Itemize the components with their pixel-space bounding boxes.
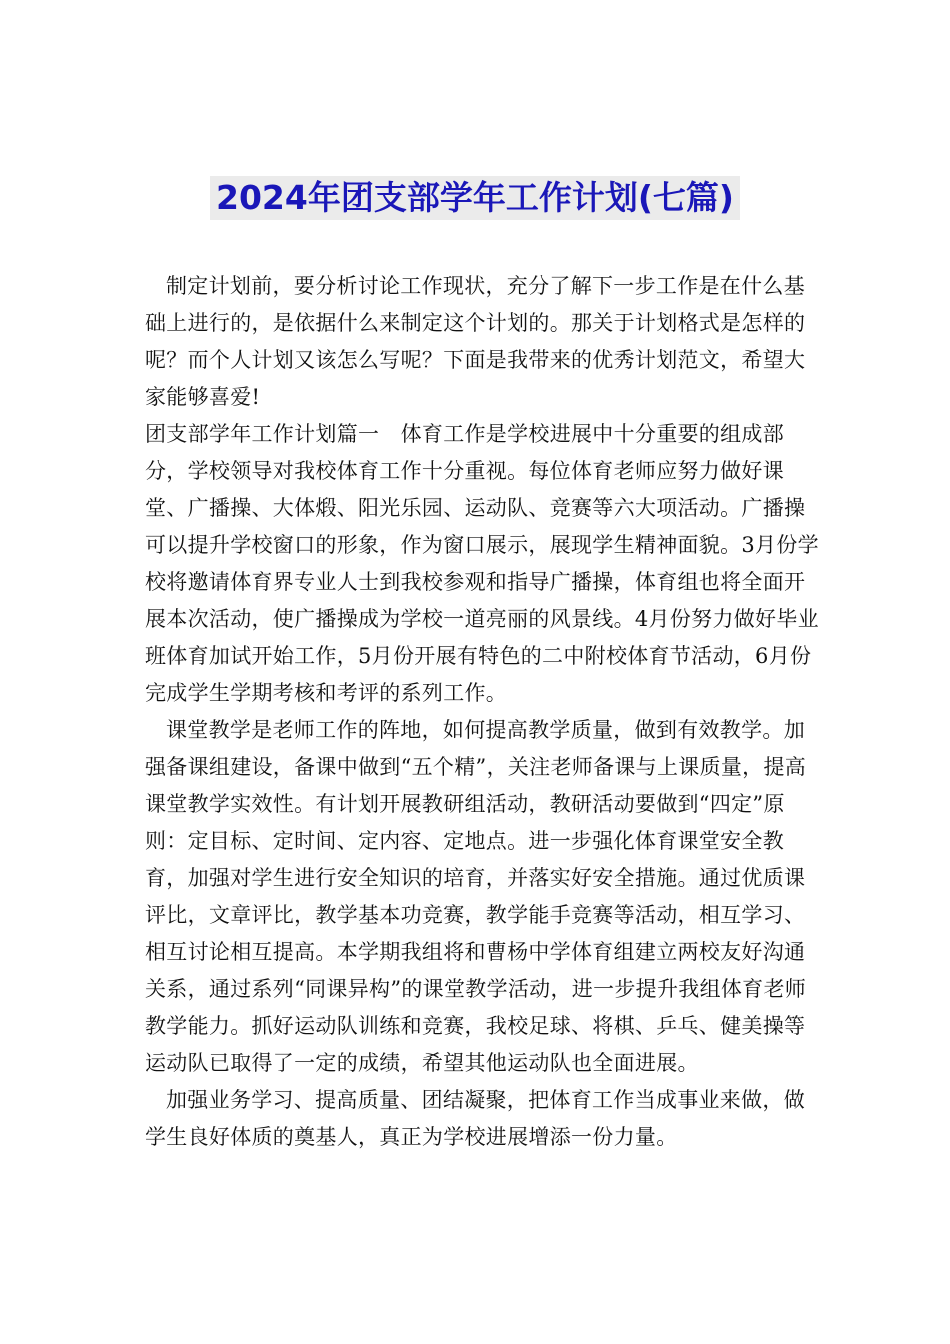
intro-paragraph: 制定计划前，要分析讨论工作现状，充分了解下一步工作是在什么基础上进行的，是依据什么来制定这个计划的。那关于计划格式是怎样的呢？而个人计划又该怎么写呢？下面是我带来的优秀计划范文，希望大家能够喜爱! bbox=[145, 274, 806, 409]
teaching-paragraph: 课堂教学是老师工作的阵地，如何提高教学质量，做到有效教学。加强备课组建设，备课中做到“五个精”，关注老师备课与上课质量，提高课堂教学实效性。有计划开展教研组活动，教研活动要做到“四定”原则：定目标、定时间、定内容、定地点。进一步强化体育课堂安全教育，加强对学生进行安全知识的培育，并落实好安全措施。通过优质课评比，文章评比，教学基本功竞赛，教学能手竞赛等活动，相互学习、相互讨论相互提高。本学期我组将和曹杨中学体育组建立两校友好沟通关系，通过系列“同课异构”的课堂教学活动，进一步提升我组体育老师教学能力。抓好运动队训练和竞赛，我校足球、将棋、乒乓、健美操等运动队已取得了一定的成绩，希望其他运动队也全面进展。 bbox=[145, 718, 807, 1075]
plan-section-paragraph: 团支部学年工作计划篇一 体育工作是学校进展中十分重要的组成部分，学校领导对我校体育工作十分重视。每位体育老师应努力做好课堂、广播操、大体煅、阳光乐园、运动队、竞赛等六大项活动。广播操可以提升学校窗口的形象，作为窗口展示，展现学生精神面貌。3月份学校将邀请体育界专业人士到我校参观和指导广播操，体育组也将全面开展本次活动，使广播操成为学校一道亮丽的风景线。4月份努力做好毕业班体育加试开始工作，5月份开展有特色的二中附校体育节活动，6月份完成学生学期考核和考评的系列工作。 bbox=[145, 422, 819, 705]
document-body bbox=[145, 268, 825, 1156]
closing-paragraph: 加强业务学习、提高质量、团结凝聚，把体育工作当成事业来做，做学生良好体质的奠基人，真正为学校进展增添一份力量。 bbox=[145, 1088, 805, 1149]
title-container bbox=[0, 176, 950, 220]
page-title: 2024年团支部学年工作计划(七篇) bbox=[210, 176, 740, 220]
